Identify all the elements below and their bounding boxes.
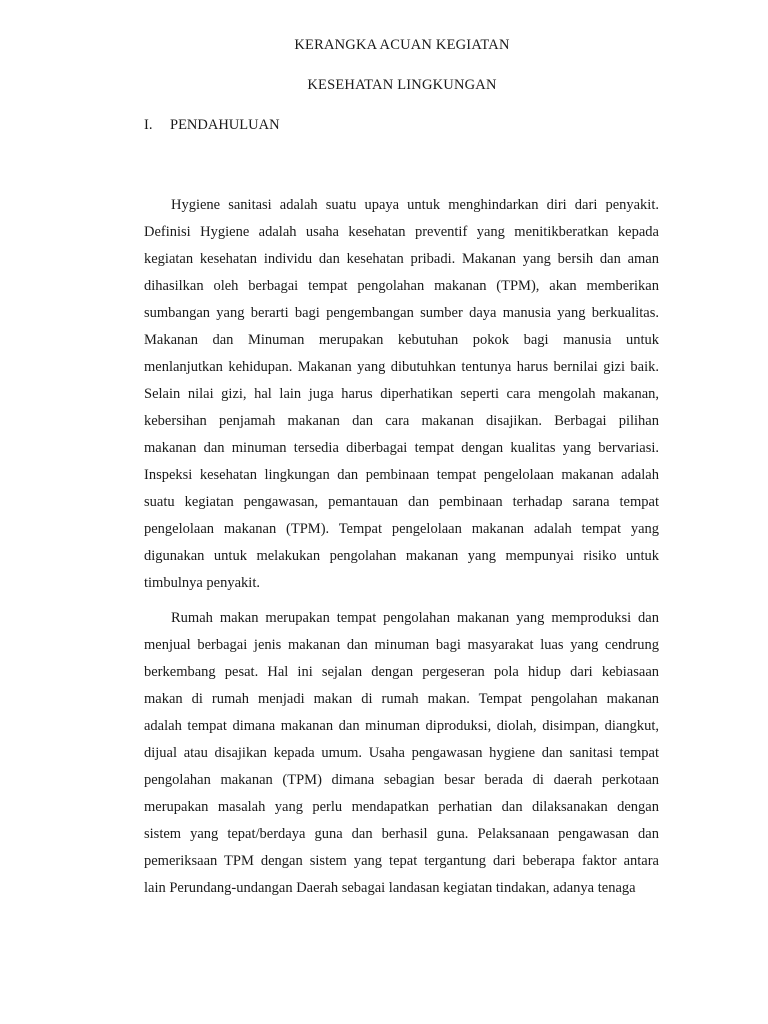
paragraph-line: Rumah makan merupakan tempat pengolahan makanan yang memproduksi dan — [171, 610, 659, 626]
paragraph-line: Selain nilai gizi, hal lain juga harus diperhatikan seperti cara mengolah makanan, — [144, 386, 659, 402]
paragraph-line: merupakan masalah yang perlu mendapatkan perhatian dan dilaksanakan dengan — [144, 799, 659, 815]
paragraph-line: dijual atau disajikan kepada umum. Usaha pengawasan hygiene dan sanitasi tempat — [144, 745, 659, 761]
paragraph-line: lain Perundang-undangan Daerah sebagai landasan kegiatan tindakan, adanya tenaga — [144, 880, 636, 896]
paragraph-line: berkembang pesat. Hal ini sejalan dengan pergeseran pola hidup dari kebiasaan — [144, 664, 659, 680]
section-number: I. — [144, 117, 153, 133]
paragraph-line: Definisi Hygiene adalah usaha kesehatan preventif yang menitikberatkan kepada — [144, 224, 659, 240]
paragraph-line: kebersihan penjamah makanan dan cara makanan disajikan. Berbagai pilihan — [144, 413, 659, 429]
paragraph-line: Hygiene sanitasi adalah suatu upaya untuk menghindarkan diri dari penyakit. — [171, 197, 659, 213]
paragraph-line: dihasilkan oleh berbagai tempat pengolahan makanan (TPM), akan memberikan — [144, 278, 659, 294]
paragraph-1 — [144, 192, 659, 597]
paragraph-line: pengolahan makanan (TPM) dimana sebagian besar berada di daerah perkotaan — [144, 772, 659, 788]
paragraph-line: menjual berbagai jenis makanan dan minuman bagi masyarakat luas yang cendrung — [144, 637, 659, 653]
document-title: KERANGKA ACUAN KEGIATAN — [294, 37, 510, 53]
paragraph-line: sistem yang tepat/berdaya guna dan berhasil guna. Pelaksanaan pengawasan dan — [144, 826, 659, 842]
paragraph-line: sumbangan yang berarti bagi pengembangan sumber daya manusia yang berkualitas. — [144, 305, 659, 321]
paragraph-line: makan di rumah menjadi makan di rumah makan. Tempat pengolahan makanan — [144, 691, 659, 707]
paragraph-line: pemeriksaan TPM dengan sistem yang tepat tergantung dari beberapa faktor antara — [144, 853, 659, 869]
paragraph-line: makanan dan minuman tersedia diberbagai tempat dengan kualitas yang bervariasi. — [144, 440, 659, 456]
paragraph-line: suatu kegiatan pengawasan, pemantauan dan pembinaan terhadap sarana tempat — [144, 494, 659, 510]
paragraph-line: Inspeksi kesehatan lingkungan dan pembinaan tempat pengelolaan makanan adalah — [144, 467, 659, 483]
paragraph-2 — [144, 605, 659, 902]
paragraph-line: menlanjutkan kehidupan. Makanan yang dibutuhkan tentunya harus bernilai gizi baik. — [144, 359, 659, 375]
paragraph-line: Makanan dan Minuman merupakan kebutuhan pokok bagi manusia untuk — [144, 332, 659, 348]
paragraph-line: pengelolaan makanan (TPM). Tempat pengelolaan makanan adalah tempat yang — [144, 521, 659, 537]
paragraph-line: digunakan untuk melakukan pengolahan makanan yang mempunyai risiko untuk — [144, 548, 659, 564]
paragraph-line: adalah tempat dimana makanan dan minuman diproduksi, diolah, disimpan, diangkut, — [144, 718, 659, 734]
section-title: PENDAHULUAN — [170, 117, 280, 133]
section-heading — [144, 117, 280, 134]
document-subtitle: KESEHATAN LINGKUNGAN — [307, 77, 497, 93]
paragraph-line: timbulnya penyakit. — [144, 575, 260, 591]
paragraph-line: kegiatan kesehatan individu dan kesehatan pribadi. Makanan yang bersih dan aman — [144, 251, 659, 267]
